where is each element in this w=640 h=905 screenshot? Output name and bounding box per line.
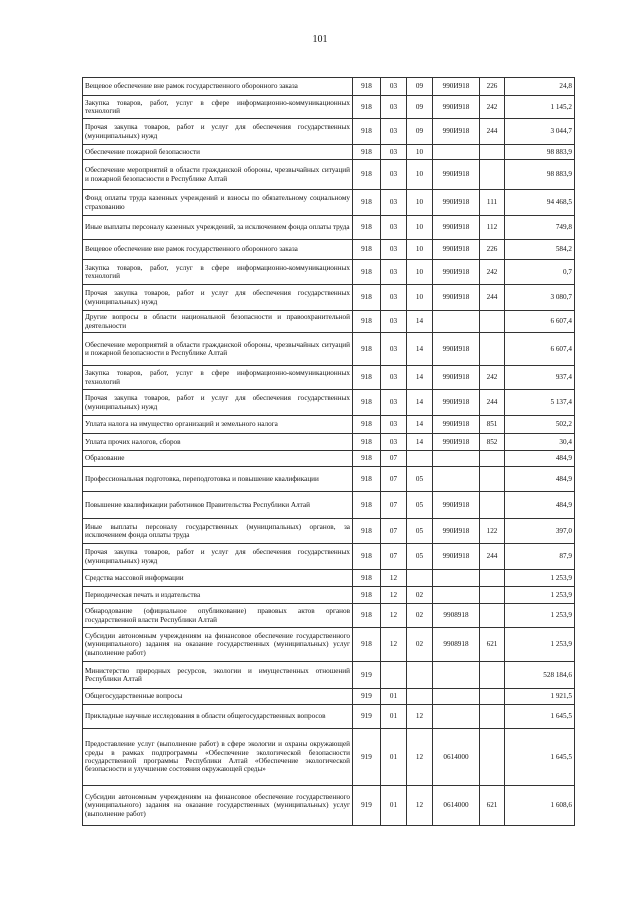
row-name-cell: Предоставление услуг (выполнение работ) в сфере экологии и охраны окружающей среды в рамках подпрограммы «Обеспечение экологической безопасности государственной программы Республики Алтай «Обеспечение экологической безопасности и улучшение состояния окружающей среды» [83, 729, 353, 786]
row-name-cell: Повышение квалификации работников Правительства Республики Алтай [83, 492, 353, 519]
table-row [83, 662, 575, 689]
row-name-cell: Вещевое обеспечение вне рамок государственного оборонного заказа [83, 78, 353, 96]
row-name-cell: Другие вопросы в области национальной безопасности и правоохранительной деятельности [83, 311, 353, 333]
subsection-code-cell: 10 [407, 145, 433, 160]
section-code-cell [381, 662, 407, 689]
row-name-cell: Закупка товаров, работ, услуг в сфере информационно-коммуникационных технологий [83, 260, 353, 285]
row-name-cell: Прочая закупка товаров, работ и услуг для обеспечения государственных (муниципальных) нужд [83, 390, 353, 416]
row-name-cell: Прикладные научные исследования в области общегосударственных вопросов [83, 705, 353, 729]
ministry-code-cell: 918 [353, 145, 381, 160]
section-code-cell: 07 [381, 544, 407, 570]
subsection-code-cell: 12 [407, 705, 433, 729]
ministry-code-cell: 918 [353, 333, 381, 366]
ministry-code-cell: 918 [353, 416, 381, 434]
amount-cell: 1 645,5 [505, 729, 575, 786]
row-name-cell: Обнародование (официальное опубликование) правовых актов органов государственной власти Республики Алтай [83, 604, 353, 628]
subsection-code-cell: 05 [407, 544, 433, 570]
target-article-cell: 990И918 [433, 190, 480, 216]
expense-type-cell: 242 [480, 96, 505, 119]
ministry-code-cell: 918 [353, 604, 381, 628]
subsection-code-cell [407, 689, 433, 705]
expense-type-cell [480, 587, 505, 604]
amount-cell: 1 145,2 [505, 96, 575, 119]
table-row [83, 467, 575, 492]
target-article-cell: 990И918 [433, 434, 480, 451]
section-code-cell: 03 [381, 190, 407, 216]
row-name-cell: Иные выплаты персоналу государственных (муниципальных) органов, за исключением фонда оплаты труда [83, 519, 353, 544]
target-article-cell: 990И918 [433, 216, 480, 240]
target-article-cell: 990И918 [433, 240, 480, 260]
table-row [83, 570, 575, 587]
ministry-code-cell: 918 [353, 160, 381, 190]
section-code-cell: 03 [381, 333, 407, 366]
subsection-code-cell: 10 [407, 216, 433, 240]
section-code-cell: 01 [381, 689, 407, 705]
expense-type-cell [480, 689, 505, 705]
amount-cell: 1 921,5 [505, 689, 575, 705]
target-article-cell: 990И918 [433, 160, 480, 190]
section-code-cell: 03 [381, 119, 407, 145]
row-name-cell: Вещевое обеспечение вне рамок государственного оборонного заказа [83, 240, 353, 260]
page-number: 101 [312, 34, 328, 45]
section-code-cell: 01 [381, 729, 407, 786]
table-row [83, 160, 575, 190]
table-row [83, 604, 575, 628]
row-name-cell: Прочая закупка товаров, работ и услуг для обеспечения государственных (муниципальных) нужд [83, 119, 353, 145]
ministry-code-cell: 918 [353, 119, 381, 145]
amount-cell: 484,9 [505, 492, 575, 519]
target-article-cell [433, 662, 480, 689]
ministry-code-cell: 918 [353, 587, 381, 604]
row-name-cell: Периодическая печать и издательства [83, 587, 353, 604]
subsection-code-cell: 02 [407, 628, 433, 662]
ministry-code-cell: 918 [353, 190, 381, 216]
subsection-code-cell: 14 [407, 366, 433, 390]
expense-type-cell: 621 [480, 786, 505, 826]
ministry-code-cell: 918 [353, 78, 381, 96]
table-row [83, 544, 575, 570]
amount-cell: 3 080,7 [505, 285, 575, 311]
expense-type-cell [480, 729, 505, 786]
amount-cell: 1 253,9 [505, 604, 575, 628]
ministry-code-cell: 919 [353, 786, 381, 826]
row-name-cell: Прочая закупка товаров, работ и услуг для обеспечения государственных (муниципальных) нужд [83, 285, 353, 311]
expense-type-cell: 226 [480, 240, 505, 260]
table-row [83, 451, 575, 467]
section-code-cell: 03 [381, 78, 407, 96]
table-row [83, 587, 575, 604]
amount-cell: 584,2 [505, 240, 575, 260]
expense-type-cell: 244 [480, 544, 505, 570]
section-code-cell: 12 [381, 570, 407, 587]
target-article-cell [433, 451, 480, 467]
subsection-code-cell: 10 [407, 190, 433, 216]
amount-cell: 98 883,9 [505, 145, 575, 160]
expense-type-cell [480, 160, 505, 190]
ministry-code-cell: 918 [353, 311, 381, 333]
target-article-cell [433, 689, 480, 705]
ministry-code-cell: 918 [353, 467, 381, 492]
section-code-cell: 12 [381, 604, 407, 628]
section-code-cell: 03 [381, 311, 407, 333]
subsection-code-cell: 12 [407, 729, 433, 786]
subsection-code-cell: 10 [407, 160, 433, 190]
section-code-cell: 03 [381, 285, 407, 311]
table-row [83, 705, 575, 729]
target-article-cell: 990И918 [433, 119, 480, 145]
section-code-cell: 07 [381, 492, 407, 519]
row-name-cell: Закупка товаров, работ, услуг в сфере информационно-коммуникационных технологий [83, 366, 353, 390]
table-row [83, 311, 575, 333]
table-row [83, 519, 575, 544]
ministry-code-cell: 918 [353, 390, 381, 416]
ministry-code-cell: 918 [353, 544, 381, 570]
amount-cell: 502,2 [505, 416, 575, 434]
subsection-code-cell: 05 [407, 492, 433, 519]
ministry-code-cell: 918 [353, 285, 381, 311]
expense-type-cell [480, 311, 505, 333]
table-row [83, 285, 575, 311]
table-row [83, 119, 575, 145]
amount-cell: 87,9 [505, 544, 575, 570]
expense-type-cell [480, 604, 505, 628]
expense-type-cell: 242 [480, 366, 505, 390]
amount-cell: 94 468,5 [505, 190, 575, 216]
subsection-code-cell: 09 [407, 96, 433, 119]
subsection-code-cell: 09 [407, 119, 433, 145]
amount-cell: 3 044,7 [505, 119, 575, 145]
amount-cell: 749,8 [505, 216, 575, 240]
ministry-code-cell: 918 [353, 260, 381, 285]
expense-type-cell [480, 705, 505, 729]
ministry-code-cell: 919 [353, 729, 381, 786]
ministry-code-cell: 918 [353, 570, 381, 587]
ministry-code-cell: 918 [353, 492, 381, 519]
table-row [83, 492, 575, 519]
row-name-cell: Обеспечение пожарной безопасности [83, 145, 353, 160]
section-code-cell: 07 [381, 467, 407, 492]
table-row [83, 145, 575, 160]
budget-table [82, 77, 575, 826]
target-article-cell: 990И918 [433, 96, 480, 119]
subsection-code-cell: 05 [407, 519, 433, 544]
section-code-cell: 03 [381, 216, 407, 240]
amount-cell: 484,9 [505, 467, 575, 492]
section-code-cell: 12 [381, 587, 407, 604]
ministry-code-cell: 918 [353, 434, 381, 451]
amount-cell: 98 883,9 [505, 160, 575, 190]
expense-type-cell: 244 [480, 119, 505, 145]
table-row [83, 366, 575, 390]
subsection-code-cell: 10 [407, 240, 433, 260]
target-article-cell [433, 705, 480, 729]
ministry-code-cell: 918 [353, 451, 381, 467]
table-row [83, 190, 575, 216]
target-article-cell: 990И918 [433, 416, 480, 434]
ministry-code-cell: 919 [353, 705, 381, 729]
table-row [83, 240, 575, 260]
target-article-cell: 990И918 [433, 333, 480, 366]
target-article-cell: 990И918 [433, 519, 480, 544]
section-code-cell: 03 [381, 434, 407, 451]
section-code-cell: 03 [381, 390, 407, 416]
target-article-cell: 0614000 [433, 786, 480, 826]
amount-cell: 6 607,4 [505, 311, 575, 333]
row-name-cell: Иные выплаты персоналу казенных учреждений, за исключением фонда оплаты труда [83, 216, 353, 240]
target-article-cell: 990И918 [433, 78, 480, 96]
amount-cell: 30,4 [505, 434, 575, 451]
amount-cell: 397,0 [505, 519, 575, 544]
target-article-cell: 990И918 [433, 544, 480, 570]
target-article-cell [433, 311, 480, 333]
section-code-cell: 07 [381, 451, 407, 467]
expense-type-cell [480, 467, 505, 492]
subsection-code-cell: 12 [407, 786, 433, 826]
target-article-cell: 990И918 [433, 260, 480, 285]
row-name-cell: Профессиональная подготовка, переподготовка и повышение квалификации [83, 467, 353, 492]
subsection-code-cell: 14 [407, 390, 433, 416]
row-name-cell: Субсидии автономным учреждениям на финансовое обеспечение государственного (муниципального) задания на оказание государственных (муниципальных) услуг (выполнение работ) [83, 628, 353, 662]
row-name-cell: Обеспечение мероприятий в области гражданской обороны, чрезвычайных ситуаций и пожарной безопасности в Республике Алтай [83, 333, 353, 366]
target-article-cell: 990И918 [433, 390, 480, 416]
budget-table-body [83, 78, 575, 826]
ministry-code-cell: 918 [353, 216, 381, 240]
expense-type-cell [480, 492, 505, 519]
expense-type-cell [480, 145, 505, 160]
expense-type-cell [480, 570, 505, 587]
section-code-cell: 03 [381, 145, 407, 160]
subsection-code-cell: 09 [407, 78, 433, 96]
expense-type-cell: 112 [480, 216, 505, 240]
expense-type-cell [480, 662, 505, 689]
table-row [83, 216, 575, 240]
subsection-code-cell: 05 [407, 467, 433, 492]
section-code-cell: 01 [381, 705, 407, 729]
expense-type-cell: 244 [480, 285, 505, 311]
section-code-cell: 03 [381, 260, 407, 285]
expense-type-cell: 852 [480, 434, 505, 451]
ministry-code-cell: 919 [353, 689, 381, 705]
section-code-cell: 12 [381, 628, 407, 662]
subsection-code-cell: 10 [407, 285, 433, 311]
table-row [83, 689, 575, 705]
table-row [83, 260, 575, 285]
row-name-cell: Фонд оплаты труда казенных учреждений и взносы по обязательному социальному страхованию [83, 190, 353, 216]
subsection-code-cell [407, 662, 433, 689]
expense-type-cell: 242 [480, 260, 505, 285]
ministry-code-cell: 918 [353, 366, 381, 390]
target-article-cell [433, 467, 480, 492]
expense-type-cell: 851 [480, 416, 505, 434]
expense-type-cell: 226 [480, 78, 505, 96]
amount-cell: 1 253,9 [505, 628, 575, 662]
expense-type-cell: 111 [480, 190, 505, 216]
amount-cell: 0,7 [505, 260, 575, 285]
row-name-cell: Субсидии автономным учреждениям на финансовое обеспечение государственного (муниципального) задания на оказание государственных (муниципальных) услуг (выполнение работ) [83, 786, 353, 826]
table-row [83, 729, 575, 786]
ministry-code-cell: 919 [353, 662, 381, 689]
table-row [83, 628, 575, 662]
section-code-cell: 03 [381, 160, 407, 190]
row-name-cell: Уплата прочих налогов, сборов [83, 434, 353, 451]
row-name-cell: Министерство природных ресурсов, экологии и имущественных отношений Республики Алтай [83, 662, 353, 689]
expense-type-cell: 244 [480, 390, 505, 416]
ministry-code-cell: 918 [353, 519, 381, 544]
expense-type-cell: 621 [480, 628, 505, 662]
subsection-code-cell [407, 570, 433, 587]
subsection-code-cell: 14 [407, 333, 433, 366]
table-row [83, 78, 575, 96]
ministry-code-cell: 918 [353, 628, 381, 662]
amount-cell: 937,4 [505, 366, 575, 390]
row-name-cell: Средства массовой информации [83, 570, 353, 587]
amount-cell: 1 645,5 [505, 705, 575, 729]
target-article-cell: 9908918 [433, 628, 480, 662]
table-row [83, 416, 575, 434]
subsection-code-cell: 02 [407, 604, 433, 628]
expense-type-cell [480, 451, 505, 467]
row-name-cell: Уплата налога на имущество организаций и земельного налога [83, 416, 353, 434]
row-name-cell: Образование [83, 451, 353, 467]
target-article-cell [433, 145, 480, 160]
target-article-cell: 9908918 [433, 604, 480, 628]
amount-cell: 24,8 [505, 78, 575, 96]
section-code-cell: 03 [381, 416, 407, 434]
target-article-cell: 990И918 [433, 492, 480, 519]
subsection-code-cell: 14 [407, 416, 433, 434]
section-code-cell: 03 [381, 366, 407, 390]
amount-cell: 6 607,4 [505, 333, 575, 366]
table-row [83, 390, 575, 416]
row-name-cell: Прочая закупка товаров, работ и услуг для обеспечения государственных (муниципальных) нужд [83, 544, 353, 570]
amount-cell: 1 253,9 [505, 570, 575, 587]
subsection-code-cell: 14 [407, 311, 433, 333]
section-code-cell: 07 [381, 519, 407, 544]
target-article-cell: 990И918 [433, 285, 480, 311]
target-article-cell [433, 587, 480, 604]
ministry-code-cell: 918 [353, 96, 381, 119]
section-code-cell: 03 [381, 240, 407, 260]
subsection-code-cell: 10 [407, 260, 433, 285]
row-name-cell: Закупка товаров, работ, услуг в сфере информационно-коммуникационных технологий [83, 96, 353, 119]
expense-type-cell [480, 333, 505, 366]
table-row [83, 434, 575, 451]
section-code-cell: 03 [381, 96, 407, 119]
subsection-code-cell: 02 [407, 587, 433, 604]
amount-cell: 528 184,6 [505, 662, 575, 689]
target-article-cell [433, 570, 480, 587]
row-name-cell: Общегосударственные вопросы [83, 689, 353, 705]
table-row [83, 333, 575, 366]
subsection-code-cell [407, 451, 433, 467]
table-row [83, 786, 575, 826]
amount-cell: 1 253,9 [505, 587, 575, 604]
amount-cell: 1 608,6 [505, 786, 575, 826]
row-name-cell: Обеспечение мероприятий в области гражданской обороны, чрезвычайных ситуаций и пожарной безопасности в Республике Алтай [83, 160, 353, 190]
amount-cell: 484,9 [505, 451, 575, 467]
target-article-cell: 0614000 [433, 729, 480, 786]
table-row [83, 96, 575, 119]
section-code-cell: 01 [381, 786, 407, 826]
amount-cell: 5 137,4 [505, 390, 575, 416]
subsection-code-cell: 14 [407, 434, 433, 451]
target-article-cell: 990И918 [433, 366, 480, 390]
expense-type-cell: 122 [480, 519, 505, 544]
ministry-code-cell: 918 [353, 240, 381, 260]
